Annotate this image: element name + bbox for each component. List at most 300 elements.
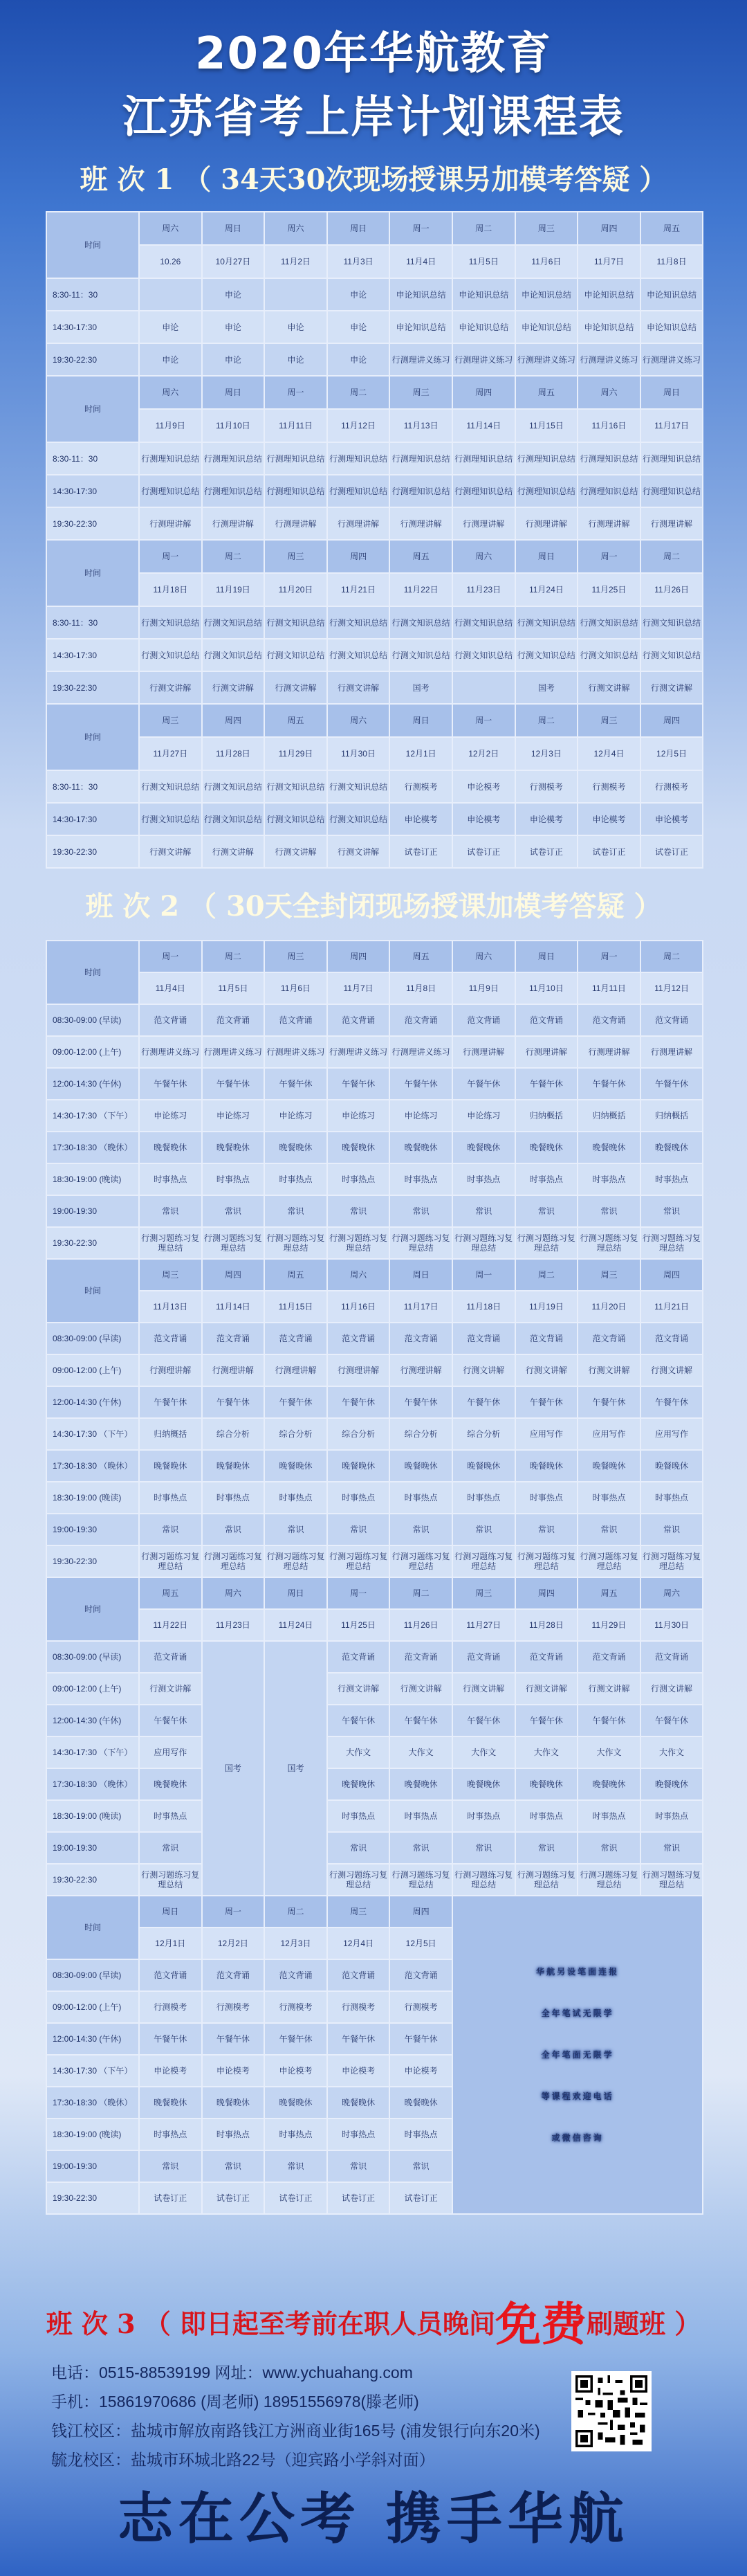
course-cell: 范文背诵 xyxy=(327,1641,390,1673)
course-cell: 范文背诵 xyxy=(452,1323,515,1354)
course-cell: 午餐午休 xyxy=(202,1386,265,1418)
course-cell: 行测理知识总结 xyxy=(452,475,515,507)
date-cell: 11月11日 xyxy=(264,409,327,442)
course-cell: 行测理讲解 xyxy=(139,1354,202,1386)
course-cell: 行测理讲义练习 xyxy=(139,1036,202,1068)
course-cell: 行测习题练习复理总结 xyxy=(327,1227,390,1259)
class3-prefix: 班 次 3 （ 即日起至考前在职人员晚间 xyxy=(46,2308,496,2339)
course-cell: 常识 xyxy=(452,1514,515,1545)
course-cell: 午餐午休 xyxy=(202,1068,265,1100)
weekday-row xyxy=(46,941,703,972)
course-cell: 试卷订正 xyxy=(452,835,515,868)
table-row xyxy=(46,442,703,475)
date-cell: 11月7日 xyxy=(578,245,640,278)
course-cell: 行测文知识总结 xyxy=(578,639,640,671)
course-cell: 常识 xyxy=(452,1195,515,1227)
date-cell: 12月1日 xyxy=(389,737,452,770)
table-row xyxy=(46,1068,703,1100)
date-cell: 11月28日 xyxy=(515,1609,578,1641)
course-cell: 大作文 xyxy=(578,1736,640,1768)
promo-line: 华航另设笔面连报 xyxy=(536,1967,620,1977)
weekday-row xyxy=(46,212,703,245)
date-cell: 11月21日 xyxy=(327,573,390,606)
class3-suffix: 刷题班 ） xyxy=(587,2308,701,2339)
weekday-row xyxy=(46,540,703,573)
date-cell: 11月25日 xyxy=(327,1609,390,1641)
course-cell: 晚餐晚休 xyxy=(578,1768,640,1800)
course-cell: 申论知识总结 xyxy=(389,278,452,311)
table-row xyxy=(46,475,703,507)
course-cell: 行测习题练习复理总结 xyxy=(389,1545,452,1577)
weekday-cell: 周六 xyxy=(327,704,390,737)
course-cell: 范文背诵 xyxy=(578,1323,640,1354)
table-row xyxy=(46,639,703,671)
course-cell: 午餐午休 xyxy=(578,1705,640,1736)
course-cell: 午餐午休 xyxy=(389,1386,452,1418)
course-cell: 时事热点 xyxy=(202,1163,265,1195)
course-cell: 大作文 xyxy=(515,1736,578,1768)
weekday-cell: 周二 xyxy=(452,212,515,245)
course-cell: 时事热点 xyxy=(640,1163,703,1195)
course-cell: 行测文讲解 xyxy=(452,1354,515,1386)
course-cell: 大作文 xyxy=(452,1736,515,1768)
table-row xyxy=(46,1864,703,1896)
time-slot-label: 19:30-22:30 xyxy=(46,2182,139,2214)
course-cell: 行测习题练习复理总结 xyxy=(389,1864,452,1896)
weekday-cell: 周四 xyxy=(202,1259,265,1291)
course-cell: 行测理讲解 xyxy=(578,1036,640,1068)
course-cell: 晚餐晚休 xyxy=(327,1132,390,1163)
course-cell: 行测理讲解 xyxy=(452,1036,515,1068)
course-cell: 午餐午休 xyxy=(389,2023,452,2055)
weekday-cell: 周一 xyxy=(578,941,640,972)
course-cell: 行测习题练习复理总结 xyxy=(139,1864,202,1896)
table-row xyxy=(46,278,703,311)
time-header: 时间 xyxy=(46,1896,139,1959)
course-cell: 晚餐晚休 xyxy=(452,1132,515,1163)
time-slot-label: 14:30-17:30 xyxy=(46,639,139,671)
time-slot-label: 14:30-17:30 （下午） xyxy=(46,1100,139,1132)
course-cell: 行测文讲解 xyxy=(452,1673,515,1705)
date-cell: 11月21日 xyxy=(640,1291,703,1323)
time-slot-label: 19:30-22:30 xyxy=(46,1545,139,1577)
course-cell: 行测文知识总结 xyxy=(327,770,390,803)
course-cell: 行测理知识总结 xyxy=(264,442,327,475)
course-cell: 行测文知识总结 xyxy=(202,803,265,835)
course-cell: 应用写作 xyxy=(515,1418,578,1450)
time-slot-label: 8:30-11：30 xyxy=(46,770,139,803)
course-cell: 行测文知识总结 xyxy=(515,606,578,639)
course-cell: 行测文知识总结 xyxy=(264,770,327,803)
time-slot-label: 17:30-18:30 （晚休） xyxy=(46,1450,139,1482)
course-cell: 行测理讲解 xyxy=(515,1036,578,1068)
date-cell: 10月27日 xyxy=(202,245,265,278)
course-cell: 时事热点 xyxy=(264,2119,327,2150)
course-cell: 常识 xyxy=(327,1832,390,1864)
weekday-cell: 周六 xyxy=(202,1577,265,1609)
time-slot-label: 19:30-22:30 xyxy=(46,1227,139,1259)
course-cell: 行测理知识总结 xyxy=(640,475,703,507)
course-cell: 行测理知识总结 xyxy=(515,475,578,507)
course-cell: 午餐午休 xyxy=(327,1068,390,1100)
date-cell: 12月4日 xyxy=(327,1928,390,1959)
national-exam-merged-cell: 国考 xyxy=(264,1641,327,1896)
course-cell: 试卷订正 xyxy=(515,835,578,868)
course-cell: 行测理讲解 xyxy=(515,507,578,540)
time-slot-label: 17:30-18:30 （晚休） xyxy=(46,1768,139,1800)
course-cell: 行测理讲解 xyxy=(202,1354,265,1386)
course-cell: 申论知识总结 xyxy=(515,278,578,311)
weekday-cell: 周四 xyxy=(515,1577,578,1609)
course-cell: 时事热点 xyxy=(389,1800,452,1832)
course-cell: 行测理讲解 xyxy=(389,1354,452,1386)
time-slot-label: 14:30-17:30 xyxy=(46,311,139,343)
table-row xyxy=(46,1832,703,1864)
course-cell: 时事热点 xyxy=(264,1163,327,1195)
course-cell: 午餐午休 xyxy=(264,1068,327,1100)
weekday-cell: 周五 xyxy=(264,1259,327,1291)
time-slot-label: 14:30-17:30 （下午） xyxy=(46,1418,139,1450)
free-label: 免费 xyxy=(495,2297,587,2351)
table-row xyxy=(46,1736,703,1768)
time-header: 时间 xyxy=(46,1577,139,1641)
course-cell: 常识 xyxy=(327,1195,390,1227)
course-cell: 常识 xyxy=(578,1514,640,1545)
weekday-cell: 周五 xyxy=(640,212,703,245)
course-cell: 晚餐晚休 xyxy=(264,2087,327,2119)
course-cell: 午餐午休 xyxy=(389,1068,452,1100)
weekday-cell: 周一 xyxy=(452,1259,515,1291)
date-cell: 11月29日 xyxy=(578,1609,640,1641)
course-cell: 行测习题练习复理总结 xyxy=(327,1545,390,1577)
class2-heading: 班 次 2 （ 30天全封闭现场授课加模考答疑 ） xyxy=(85,890,662,923)
qr-code-icon xyxy=(571,2371,652,2451)
course-cell: 国考 xyxy=(389,671,452,704)
course-cell: 行测习题练习复理总结 xyxy=(515,1864,578,1896)
course-cell: 行测文讲解 xyxy=(327,1673,390,1705)
table-row xyxy=(46,1450,703,1482)
course-cell: 大作文 xyxy=(640,1736,703,1768)
weekday-cell: 周二 xyxy=(640,941,703,972)
weekday-cell: 周六 xyxy=(578,376,640,409)
weekday-cell: 周日 xyxy=(139,1896,202,1928)
course-cell: 午餐午休 xyxy=(139,1068,202,1100)
weekday-cell: 周一 xyxy=(264,376,327,409)
course-cell: 晚餐晚休 xyxy=(578,1132,640,1163)
weekday-cell: 周六 xyxy=(452,540,515,573)
weekday-cell: 周日 xyxy=(515,540,578,573)
course-cell: 常识 xyxy=(515,1514,578,1545)
table-row xyxy=(46,1705,703,1736)
time-slot-label: 14:30-17:30 xyxy=(46,475,139,507)
weekday-cell: 周二 xyxy=(515,704,578,737)
course-cell: 行测习题练习复理总结 xyxy=(264,1545,327,1577)
date-cell: 11月13日 xyxy=(139,1291,202,1323)
course-cell: 范文背诵 xyxy=(452,1004,515,1036)
date-cell: 11月17日 xyxy=(389,1291,452,1323)
course-cell: 行测理讲解 xyxy=(640,1036,703,1068)
weekday-cell: 周日 xyxy=(202,212,265,245)
course-cell: 申论 xyxy=(327,278,390,311)
course-cell: 常识 xyxy=(202,1195,265,1227)
course-cell: 时事热点 xyxy=(139,1163,202,1195)
course-cell: 归纳概括 xyxy=(578,1100,640,1132)
course-cell: 行测模考 xyxy=(389,1991,452,2023)
date-cell: 11月16日 xyxy=(327,1291,390,1323)
course-cell: 行测理知识总结 xyxy=(515,442,578,475)
table-row xyxy=(46,671,703,704)
course-cell: 行测理知识总结 xyxy=(202,475,265,507)
weekday-cell: 周三 xyxy=(327,1896,390,1928)
course-cell: 晚餐晚休 xyxy=(389,2087,452,2119)
date-cell: 11月17日 xyxy=(640,409,703,442)
date-row xyxy=(46,737,703,770)
date-cell: 12月5日 xyxy=(640,737,703,770)
course-cell: 行测理讲义练习 xyxy=(202,1036,265,1068)
course-cell: 常识 xyxy=(389,2150,452,2182)
time-slot-label: 12:00-14:30 (午休) xyxy=(46,1705,139,1736)
weekday-cell: 周六 xyxy=(139,376,202,409)
course-cell: 时事热点 xyxy=(578,1800,640,1832)
contact-phone: 电话：0515-88539199 网址：www.ychuahang.com xyxy=(51,2364,413,2382)
date-cell: 11月19日 xyxy=(202,573,265,606)
course-cell: 行测理讲解 xyxy=(640,507,703,540)
weekday-cell: 周三 xyxy=(578,704,640,737)
time-slot-label: 17:30-18:30 （晚休） xyxy=(46,1132,139,1163)
course-cell: 时事热点 xyxy=(640,1482,703,1514)
weekday-cell: 周三 xyxy=(139,1259,202,1291)
course-cell: 时事热点 xyxy=(202,2119,265,2150)
course-cell: 申论 xyxy=(139,343,202,376)
weekday-cell: 周二 xyxy=(515,1259,578,1291)
time-slot-label: 19:00-19:30 xyxy=(46,1832,139,1864)
course-cell: 晚餐晚休 xyxy=(327,1768,390,1800)
promo-line: 全年笔面无限学 xyxy=(541,2050,614,2060)
date-cell: 12月4日 xyxy=(578,737,640,770)
date-cell: 12月3日 xyxy=(264,1928,327,1959)
table-row xyxy=(46,1132,703,1163)
course-cell: 常识 xyxy=(327,2150,390,2182)
weekday-row xyxy=(46,1896,703,1928)
date-cell: 11月9日 xyxy=(139,409,202,442)
course-cell: 行测文知识总结 xyxy=(202,770,265,803)
time-slot-label: 19:30-22:30 xyxy=(46,1864,139,1896)
table-row xyxy=(46,1386,703,1418)
course-cell: 晚餐晚休 xyxy=(389,1450,452,1482)
course-cell: 时事热点 xyxy=(327,1482,390,1514)
weekday-cell: 周一 xyxy=(452,704,515,737)
course-cell: 行测理讲义练习 xyxy=(389,343,452,376)
date-cell: 12月1日 xyxy=(139,1928,202,1959)
course-cell: 行测文讲解 xyxy=(578,671,640,704)
weekday-cell: 周四 xyxy=(578,212,640,245)
course-cell: 行测文知识总结 xyxy=(452,639,515,671)
course-cell: 试卷订正 xyxy=(264,2182,327,2214)
table-row xyxy=(46,770,703,803)
class2-schedule-table xyxy=(46,940,703,2215)
course-cell: 常识 xyxy=(578,1832,640,1864)
weekday-cell: 周六 xyxy=(327,1259,390,1291)
table-row xyxy=(46,1641,703,1673)
course-cell: 范文背诵 xyxy=(640,1004,703,1036)
date-cell: 11月19日 xyxy=(515,1291,578,1323)
date-cell: 11月24日 xyxy=(264,1609,327,1641)
course-cell: 常识 xyxy=(139,2150,202,2182)
course-cell: 行测文知识总结 xyxy=(327,606,390,639)
course-cell: 行测文知识总结 xyxy=(452,606,515,639)
course-cell: 行测理知识总结 xyxy=(640,442,703,475)
campus-yulong: 毓龙校区：盐城市环城北路22号（迎宾路小学斜对面） xyxy=(51,2451,435,2469)
course-cell: 大作文 xyxy=(327,1736,390,1768)
course-cell: 试卷订正 xyxy=(640,835,703,868)
course-cell: 时事热点 xyxy=(327,2119,390,2150)
weekday-cell: 周日 xyxy=(264,1577,327,1609)
time-slot-label: 8:30-11：30 xyxy=(46,606,139,639)
date-cell: 11月4日 xyxy=(139,972,202,1004)
table-row xyxy=(46,1036,703,1068)
time-slot-label: 09:00-12:00 (上午) xyxy=(46,1036,139,1068)
date-cell: 11月23日 xyxy=(202,1609,265,1641)
course-cell: 行测理知识总结 xyxy=(389,475,452,507)
course-cell: 范文背诵 xyxy=(515,1323,578,1354)
course-cell: 晚餐晚休 xyxy=(515,1768,578,1800)
course-cell: 范文背诵 xyxy=(640,1641,703,1673)
weekday-cell: 周四 xyxy=(327,540,390,573)
date-cell: 11月14日 xyxy=(452,409,515,442)
course-cell: 申论知识总结 xyxy=(578,311,640,343)
slogan: 志在公考 携手华航 xyxy=(118,2487,629,2551)
course-cell: 综合分析 xyxy=(202,1418,265,1450)
course-cell: 行测习题练习复理总结 xyxy=(640,1864,703,1896)
course-cell: 行测理讲解 xyxy=(327,507,390,540)
course-cell: 申论知识总结 xyxy=(389,311,452,343)
course-cell: 范文背诵 xyxy=(640,1323,703,1354)
course-cell: 午餐午休 xyxy=(452,1068,515,1100)
weekday-cell: 周三 xyxy=(515,212,578,245)
table-row xyxy=(46,1418,703,1450)
course-cell: 行测理知识总结 xyxy=(264,475,327,507)
course-cell: 常识 xyxy=(139,1832,202,1864)
date-cell: 12月5日 xyxy=(389,1928,452,1959)
course-cell: 行测文知识总结 xyxy=(264,606,327,639)
course-cell: 常识 xyxy=(515,1195,578,1227)
time-slot-label: 19:00-19:30 xyxy=(46,2150,139,2182)
course-cell: 申论 xyxy=(327,311,390,343)
course-cell: 申论 xyxy=(264,311,327,343)
course-cell: 行测理讲义练习 xyxy=(578,343,640,376)
table-row xyxy=(46,1514,703,1545)
weekday-cell: 周六 xyxy=(452,941,515,972)
course-cell: 常识 xyxy=(139,1514,202,1545)
time-slot-label: 18:30-19:00 (晚读) xyxy=(46,1800,139,1832)
course-cell: 晚餐晚休 xyxy=(264,1132,327,1163)
course-cell: 时事热点 xyxy=(139,1800,202,1832)
course-cell: 行测文知识总结 xyxy=(578,606,640,639)
table-row xyxy=(46,1482,703,1514)
time-slot-label: 19:30-22:30 xyxy=(46,507,139,540)
course-cell: 行测文知识总结 xyxy=(202,606,265,639)
weekday-cell: 周一 xyxy=(139,941,202,972)
course-cell: 晚餐晚休 xyxy=(515,1132,578,1163)
weekday-row xyxy=(46,376,703,409)
course-cell: 行测理讲解 xyxy=(389,507,452,540)
time-slot-label: 09:00-12:00 (上午) xyxy=(46,1991,139,2023)
course-cell: 行测文讲解 xyxy=(640,1354,703,1386)
weekday-cell: 周三 xyxy=(578,1259,640,1291)
course-cell: 行测文讲解 xyxy=(327,835,390,868)
course-cell: 行测文知识总结 xyxy=(640,606,703,639)
course-cell: 常识 xyxy=(264,2150,327,2182)
course-cell: 晚餐晚休 xyxy=(452,1450,515,1482)
promo-line: 等课程欢迎电话 xyxy=(541,2092,614,2101)
course-cell: 试卷订正 xyxy=(389,835,452,868)
time-slot-label: 14:30-17:30 （下午） xyxy=(46,2055,139,2087)
date-cell: 11月20日 xyxy=(578,1291,640,1323)
course-cell: 应用写作 xyxy=(139,1736,202,1768)
date-cell: 11月22日 xyxy=(389,573,452,606)
course-cell: 行测理讲义练习 xyxy=(452,343,515,376)
weekday-cell: 周五 xyxy=(139,1577,202,1609)
course-cell: 行测文知识总结 xyxy=(139,770,202,803)
course-cell: 范文背诵 xyxy=(578,1004,640,1036)
weekday-cell: 周六 xyxy=(139,212,202,245)
course-cell: 行测理知识总结 xyxy=(202,442,265,475)
course-cell: 行测文知识总结 xyxy=(327,639,390,671)
course-cell: 常识 xyxy=(327,1514,390,1545)
course-cell: 常识 xyxy=(139,1195,202,1227)
course-cell: 时事热点 xyxy=(202,1482,265,1514)
course-cell: 申论练习 xyxy=(202,1100,265,1132)
course-cell: 常识 xyxy=(515,1832,578,1864)
course-cell: 常识 xyxy=(640,1832,703,1864)
class1-heading: 班 次 1 （ 34天30次现场授课另加模考答疑 ） xyxy=(80,163,667,196)
course-cell: 行测习题练习复理总结 xyxy=(640,1545,703,1577)
course-cell: 时事热点 xyxy=(452,1800,515,1832)
course-cell: 申论 xyxy=(327,343,390,376)
date-cell: 11月30日 xyxy=(640,1609,703,1641)
weekday-cell: 周二 xyxy=(202,540,265,573)
course-cell: 申论模考 xyxy=(578,803,640,835)
time-slot-label: 12:00-14:30 (午休) xyxy=(46,2023,139,2055)
table-row xyxy=(46,1768,703,1800)
date-cell: 11月26日 xyxy=(389,1609,452,1641)
course-cell: 范文背诵 xyxy=(389,1641,452,1673)
course-cell: 行测习题练习复理总结 xyxy=(578,1864,640,1896)
course-cell: 行测文知识总结 xyxy=(640,639,703,671)
course-cell: 行测文知识总结 xyxy=(139,639,202,671)
table-row xyxy=(46,507,703,540)
course-cell: 申论知识总结 xyxy=(452,311,515,343)
time-slot-label: 19:30-22:30 xyxy=(46,835,139,868)
course-cell: 申论 xyxy=(202,278,265,311)
table-row xyxy=(46,1800,703,1832)
poster-title-line2: 江苏省考上岸计划课程表 xyxy=(122,92,625,143)
date-cell: 11月2日 xyxy=(264,245,327,278)
course-cell: 时事热点 xyxy=(389,2119,452,2150)
course-cell: 时事热点 xyxy=(327,1163,390,1195)
time-header: 时间 xyxy=(46,540,139,606)
course-cell: 申论知识总结 xyxy=(515,311,578,343)
course-cell: 晚餐晚休 xyxy=(515,1450,578,1482)
course-cell: 常识 xyxy=(389,1514,452,1545)
course-cell: 午餐午休 xyxy=(139,1386,202,1418)
date-cell: 11月27日 xyxy=(139,737,202,770)
time-slot-label: 18:30-19:00 (晚读) xyxy=(46,1482,139,1514)
course-cell xyxy=(139,278,202,311)
course-cell: 范文背诵 xyxy=(327,1959,390,1991)
course-cell: 行测习题练习复理总结 xyxy=(515,1227,578,1259)
time-slot-label: 14:30-17:30 （下午） xyxy=(46,1736,139,1768)
